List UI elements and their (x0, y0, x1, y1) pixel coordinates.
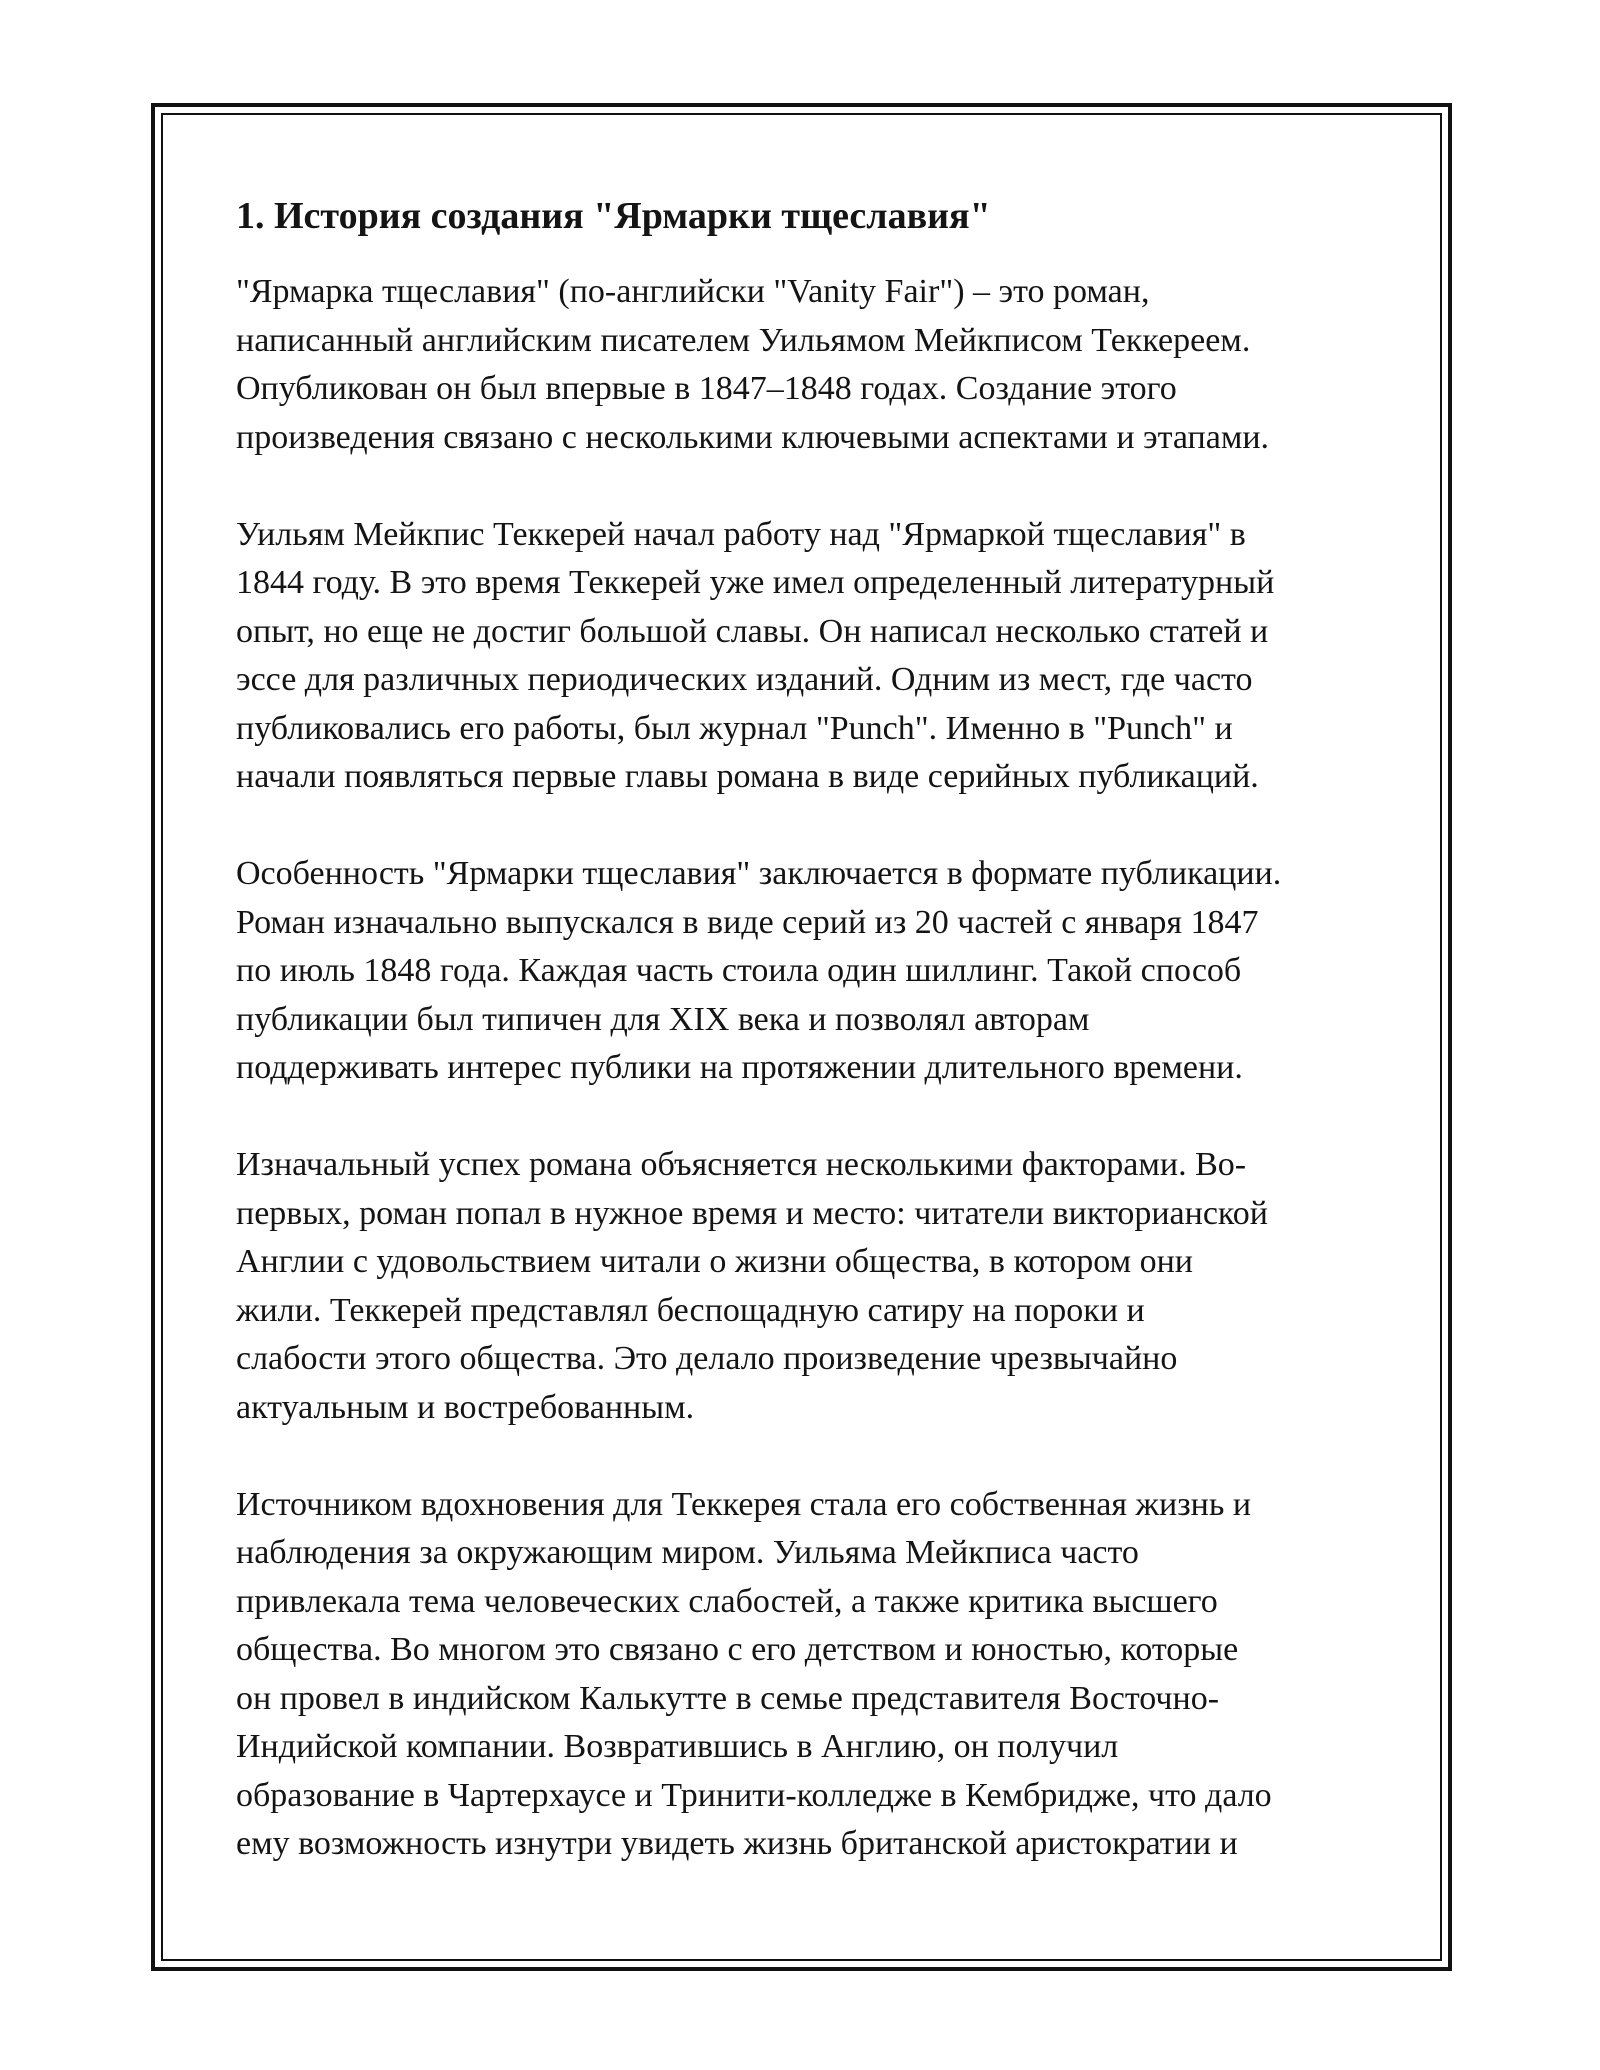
text-line: первых, роман попал в нужное время и место: читатели викторианской (236, 1194, 1268, 1232)
paragraph (236, 1141, 1396, 1432)
paragraph-list (236, 268, 1396, 1869)
paragraph (236, 511, 1396, 802)
text-line: произведения связано с несколькими ключевыми аспектами и этапами. (236, 418, 1270, 456)
paragraph (236, 268, 1396, 462)
text-line: ему возможность изнутри увидеть жизнь британской аристократии и (236, 1825, 1238, 1862)
text-line: поддерживать интерес публики на протяжении длительного времени. (236, 1049, 1243, 1086)
text-line: начали появляться первые главы романа в виде серийных публикаций. (236, 758, 1259, 795)
text-line: жили. Теккерей представлял беспощадную сатиру на пороки и (236, 1291, 1145, 1329)
text-line: актуальным и востребованным. (236, 1388, 695, 1426)
text-line: публиковались его работы, был журнал "Punch". Именно в "Punch" и (236, 709, 1233, 747)
text-line: 1844 году. В это время Теккерей уже имел определенный литературный (236, 564, 1275, 601)
text-line: привлекала тема человеческих слабостей, а также критика высшего (236, 1582, 1218, 1620)
text-line: "Ярмарка тщеславия" (по-английски "Vanity Fair") – это роман, (236, 273, 1150, 310)
text-line: общества. Во многом это связано с его детством и юностью, которые (236, 1631, 1239, 1668)
text-line: слабости этого общества. Это делало произведение чрезвычайно (236, 1340, 1178, 1377)
text-line: Опубликован он был впервые в 1847–1848 годах. Создание этого (236, 370, 1177, 407)
text-line: написанный английским писателем Уильямом Мейкписом Теккереем. (236, 321, 1251, 359)
text-line: Роман изначально выпускался в виде серий из 20 частей с января 1847 (236, 903, 1259, 941)
paragraph (236, 1481, 1396, 1869)
text-line: Англии с удовольствием читали о жизни общества, в котором они (236, 1243, 1193, 1280)
text-line: публикации был типичен для XIX века и позволял авторам (236, 1000, 1090, 1038)
text-line: Индийской компании. Возвратившись в Англию, он получил (236, 1728, 1119, 1765)
text-line: наблюдения за окружающим миром. Уильяма Мейкписа часто (236, 1534, 1139, 1571)
text-line: Источником вдохновения для Теккерея стала его собственная жизнь и (236, 1485, 1252, 1523)
text-line: Особенность "Ярмарки тщеславия" заключается в формате публикации. (236, 855, 1282, 892)
section-heading: 1. История создания "Ярмарки тщеславия" (236, 195, 991, 237)
text-line: образование в Чартерхаусе и Тринити-колледже в Кембридже, что дало (236, 1776, 1272, 1814)
text-line: опыт, но еще не достиг большой славы. Он написал несколько статей и (236, 612, 1269, 650)
document-body (236, 182, 1396, 1917)
text-line: Уильям Мейкпис Теккерей начал работу над "Ярмаркой тщеславия" в (236, 515, 1246, 553)
text-line: по июль 1848 года. Каждая часть стоила один шиллинг. Такой способ (236, 952, 1242, 989)
text-line: эссе для различных периодических изданий. Одним из мест, где часто (236, 661, 1253, 698)
text-line: он провел в индийском Калькутте в семье представителя Восточно- (236, 1679, 1220, 1717)
text-line: Изначальный успех романа объясняется несколькими факторами. Во- (236, 1146, 1247, 1183)
paragraph (236, 850, 1396, 1093)
